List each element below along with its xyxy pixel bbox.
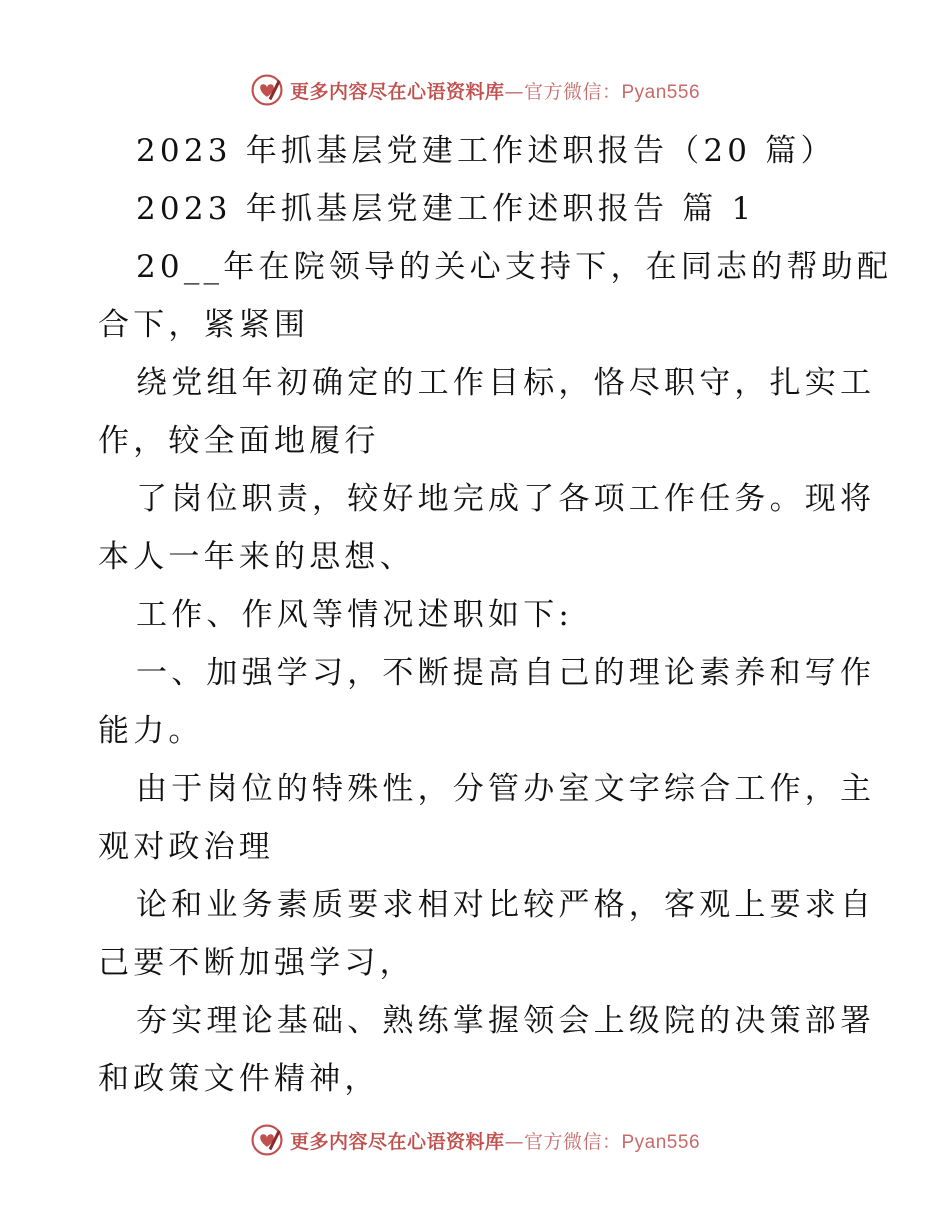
watermark-text: 更多内容尽在心语资料库—官方微信：Pyan556 [289, 1130, 701, 1153]
heart-pen-logo-icon [250, 1123, 284, 1157]
paragraph-line: 合下，紧紧围 [98, 307, 310, 343]
header-watermark-banner [0, 70, 950, 110]
paragraph-line: 由于岗位的特殊性，分管办室文字综合工作，主 [136, 771, 876, 807]
paragraph-line: 工作、作风等情况述职如下: [136, 597, 574, 633]
paragraph-line: 本人一年来的思想、 [98, 539, 415, 575]
document-body [98, 122, 893, 1108]
section-heading: 一、加强学习，不断提高自己的理论素养和写作 [136, 655, 876, 691]
paragraph-line: 和政策文件精神， [98, 1061, 380, 1097]
paragraph-line: 作，较全面地履行 [98, 423, 380, 459]
document-subtitle: 2023 年抓基层党建工作述职报告 篇 1 [136, 191, 756, 227]
paragraph-line: 了岗位职责，较好地完成了各项工作任务。现将 [136, 481, 876, 517]
paragraph-line: 己要不断加强学习， [98, 945, 415, 981]
watermark-text: 更多内容尽在心语资料库—官方微信：Pyan556 [289, 80, 701, 103]
paragraph-line: 20__年在院领导的关心支持下，在同志的帮助配 [136, 249, 893, 285]
paragraph-line: 绕党组年初确定的工作目标，恪尽职守，扎实工 [136, 365, 876, 401]
paragraph-line: 夯实理论基础、熟练掌握领会上级院的决策部署 [136, 1003, 876, 1039]
paragraph-line: 论和业务素质要求相对比较严格，客观上要求自 [136, 887, 876, 923]
heart-pen-logo-icon [250, 73, 284, 107]
paragraph-line: 观对政治理 [98, 829, 274, 865]
footer-watermark-banner [0, 1120, 950, 1160]
document-title: 2023 年抓基层党建工作述职报告（20 篇） [136, 133, 836, 169]
paragraph-line: 能力。 [98, 713, 204, 749]
